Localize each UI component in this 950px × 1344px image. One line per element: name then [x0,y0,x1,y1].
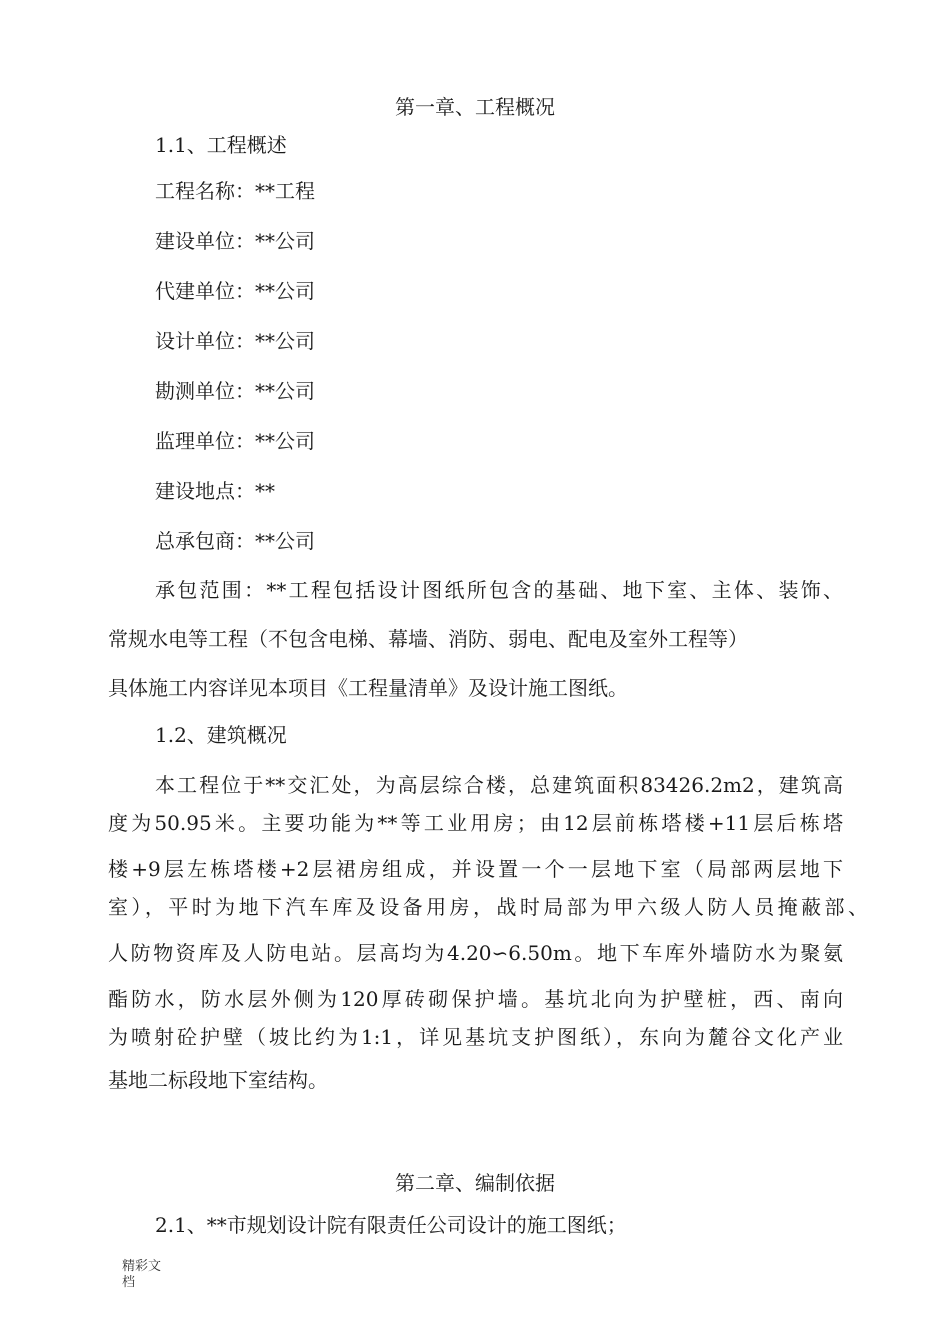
building-overview-line-5: 人防物资库及人防电站。层高均为4.20∽6.50m。地下车库外墙防水为聚氨 [108,941,843,965]
building-overview-line-4: 室），平时为地下汽车库及设备用房，战时局部为甲六级人防人员掩蔽部、 [108,895,868,919]
info-item-location: 建设地点：** [155,479,275,503]
section-1-1-heading: 1.1、工程概述 [155,133,287,157]
chapter1-title: 第一章、工程概况 [395,95,555,119]
footer-line-2: 档 [122,1275,136,1290]
building-overview-line-7: 为喷射砼护壁（坡比约为1:1，详见基坑支护图纸），东向为麓谷文化产业 [108,1025,843,1049]
info-item-agent-builder: 代建单位：**公司 [155,279,315,303]
info-item-designer: 设计单位：**公司 [155,329,315,353]
footer-label [122,1259,161,1291]
building-overview-line-2: 度为50.95米。主要功能为**等工业用房；由12层前栋塔楼+11层后栋塔 [108,811,843,835]
info-item-project-name: 工程名称：**工程 [155,179,315,203]
info-item-general-contractor: 总承包商：**公司 [155,529,315,553]
info-item-surveyor: 勘测单位：**公司 [155,379,315,403]
building-overview-line-3: 楼+9层左栋塔楼+2层裙房组成，并设置一个一层地下室（局部两层地下 [108,857,843,881]
section-1-2-heading: 1.2、建筑概况 [155,723,287,747]
building-overview-line-1: 本工程位于**交汇处，为高层综合楼，总建筑面积83426.2m2，建筑高 [155,773,843,797]
info-item-supervisor: 监理单位：**公司 [155,429,315,453]
building-overview-line-8: 基地二标段地下室结构。 [108,1068,328,1092]
info-item-owner: 建设单位：**公司 [155,229,315,253]
chapter2-title: 第二章、编制依据 [395,1171,555,1195]
scope-line-2: 常规水电等工程（不包含电梯、幕墙、消防、弱电、配电及室外工程等） [108,627,748,651]
scope-line-1: 承包范围：**工程包括设计图纸所包含的基础、地下室、主体、装饰、 [155,578,843,602]
building-overview-line-6: 酯防水，防水层外侧为120厚砖砌保护墙。基坑北向为护壁桩，西、南向 [108,987,843,1011]
scope-line-3: 具体施工内容详见本项目《工程量清单》及设计施工图纸。 [108,676,628,700]
item-2-1: 2.1、**市规划设计院有限责任公司设计的施工图纸； [155,1213,627,1237]
footer-line-1: 精彩文 [122,1259,162,1274]
